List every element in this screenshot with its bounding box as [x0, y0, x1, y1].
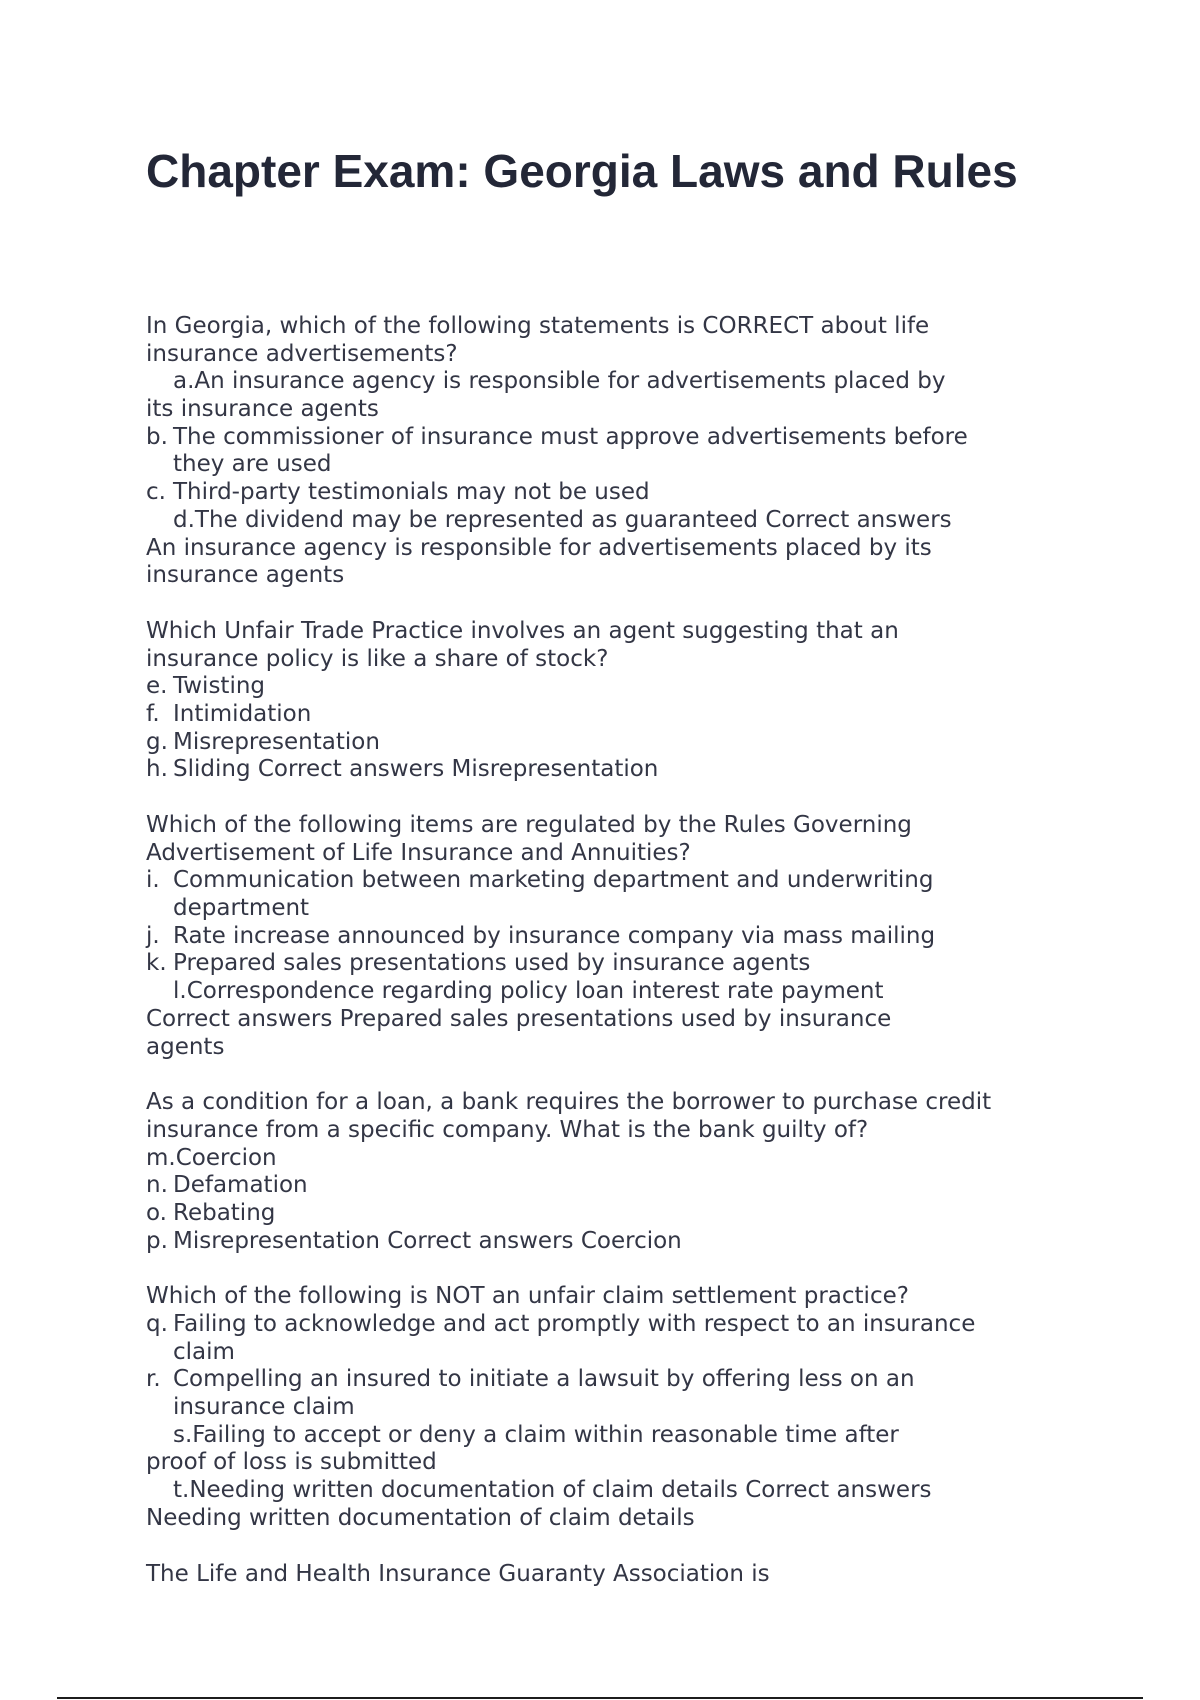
text-line: Which Unfair Trade Practice involves an agent suggesting that an	[146, 617, 899, 644]
text-line: proof of loss is submitted	[146, 1449, 437, 1476]
option-label: q.	[146, 1311, 168, 1337]
option-text: Communication between marketing department and underwriting	[173, 867, 934, 894]
option-label: g.	[146, 728, 168, 755]
exam-content	[146, 313, 1046, 1588]
text-line: The Life and Health Insurance Guaranty Association is	[146, 1560, 770, 1587]
paragraph-gap	[146, 1061, 1046, 1089]
option-text: Intimidation	[173, 700, 312, 727]
indented-text-line: s.Failing to accept or deny a claim within reasonable time after	[173, 1421, 899, 1448]
option-text: Third-party testimonials may not be used	[173, 479, 650, 506]
text-line: As a condition for a loan, a bank requires the borrower to purchase credit	[146, 1089, 992, 1116]
option-text: Misrepresentation	[173, 728, 380, 755]
option-label: h.	[146, 756, 168, 783]
indented-text-line: a.An insurance agency is responsible for advertisements placed by	[173, 368, 946, 395]
answer-option	[146, 1228, 1046, 1256]
option-label: j.	[146, 922, 160, 949]
option-label: n.	[146, 1172, 168, 1199]
option-label: p.	[146, 1227, 168, 1254]
text-line: Correct answers Prepared sales presentations used by insurance	[146, 1005, 892, 1032]
indented-text-line: department	[173, 895, 310, 922]
text-line: Advertisement of Life Insurance and Annuities?	[146, 839, 691, 866]
option-label: e.	[146, 673, 168, 700]
text-line: insurance advertisements?	[146, 340, 458, 367]
answer-option	[146, 1172, 1046, 1200]
indented-text-line: they are used	[173, 451, 332, 478]
text-line: An insurance agency is responsible for advertisements placed by its	[146, 534, 932, 561]
answer-option	[146, 1200, 1046, 1228]
paragraph-gap	[146, 1255, 1046, 1283]
answer-option	[146, 756, 1046, 784]
text-line: In Georgia, which of the following statements is CORRECT about life	[146, 313, 930, 339]
paragraph-gap	[146, 1533, 1046, 1561]
footer-divider	[57, 1697, 1143, 1699]
option-label: f.	[146, 700, 160, 727]
text-line: Needing written documentation of claim details	[146, 1504, 695, 1531]
option-text: The commissioner of insurance must approve advertisements before	[173, 423, 968, 450]
answer-option	[146, 950, 1046, 978]
option-text: Twisting	[173, 673, 266, 700]
text-line: insurance agents	[146, 562, 345, 589]
indented-text-line: l.Correspondence regarding policy loan interest rate payment	[173, 978, 884, 1005]
answer-option	[146, 479, 1046, 507]
option-text: Misrepresentation Correct answers Coercion	[173, 1227, 682, 1254]
answer-option	[146, 1366, 1046, 1394]
paragraph-gap	[146, 590, 1046, 618]
option-text: Defamation	[173, 1172, 308, 1199]
option-text: Compelling an insured to initiate a lawsuit by offering less on an	[173, 1366, 915, 1393]
answer-option	[146, 923, 1046, 951]
indented-text-line: insurance claim	[173, 1394, 355, 1421]
option-label: r.	[146, 1366, 161, 1393]
text-line: m.Coercion	[146, 1144, 277, 1171]
option-text: Sliding Correct answers Misrepresentation	[173, 756, 659, 783]
paragraph-gap	[146, 784, 1046, 812]
option-text: Prepared sales presentations used by insurance agents	[173, 950, 811, 977]
text-line: Which of the following items are regulated by the Rules Governing	[146, 812, 912, 838]
indented-text-line: t.Needing written documentation of claim details Correct answers	[173, 1477, 932, 1504]
indented-text-line: d.The dividend may be represented as guaranteed Correct answers	[173, 506, 952, 533]
text-line: agents	[146, 1033, 225, 1060]
page-title: Chapter Exam: Georgia Laws and Rules	[146, 145, 1018, 197]
option-text: Failing to acknowledge and act promptly with respect to an insurance	[173, 1311, 976, 1337]
option-label: k.	[146, 950, 167, 977]
option-label: b.	[146, 423, 168, 450]
answer-option	[146, 867, 1046, 895]
indented-text-line: claim	[173, 1338, 235, 1365]
option-text: Rate increase announced by insurance company via mass mailing	[173, 922, 936, 949]
answer-option	[146, 673, 1046, 701]
text-line: insurance from a specific company. What is the bank guilty of?	[146, 1116, 869, 1143]
text-line: its insurance agents	[146, 396, 379, 423]
option-label: o.	[146, 1199, 167, 1226]
answer-option	[146, 424, 1046, 452]
option-label: c.	[146, 479, 166, 506]
answer-option	[146, 729, 1046, 757]
text-line: Which of the following is NOT an unfair claim settlement practice?	[146, 1283, 909, 1310]
answer-option	[146, 701, 1046, 729]
option-label: i.	[146, 867, 160, 894]
text-line: insurance policy is like a share of stock?	[146, 645, 609, 672]
option-text: Rebating	[173, 1199, 276, 1226]
answer-option	[146, 1311, 1046, 1339]
